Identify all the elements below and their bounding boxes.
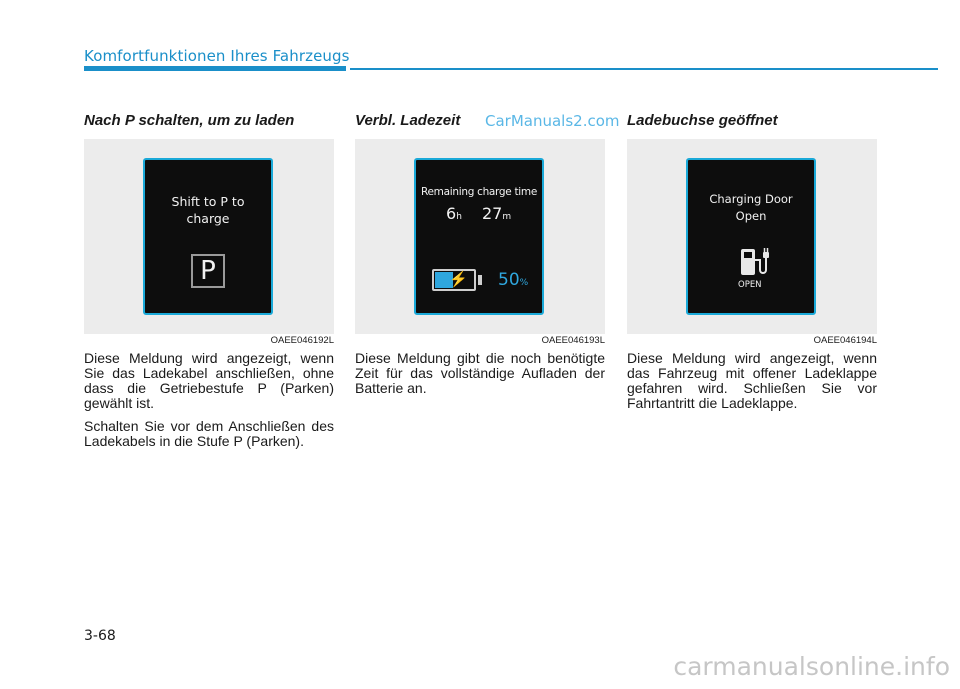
figure-code: OAEE046194L: [813, 335, 877, 346]
body-text: [84, 351, 334, 449]
door-status: OPEN: [738, 280, 762, 290]
battery-cap: [478, 275, 482, 285]
screen-line-2: charge: [186, 211, 230, 226]
header-title: Komfortfunktionen Ihres Fahrzeugs: [84, 47, 350, 65]
lightning-bolt-icon: ⚡: [449, 271, 468, 288]
paragraph: Schalten Sie vor dem Anschließen des Ladekabels in die Stufe P (Parken).: [84, 418, 334, 449]
remaining-minutes: [482, 204, 511, 223]
minutes-unit: m: [502, 212, 512, 222]
section-remaining-time: [355, 112, 620, 404]
paragraph: Diese Meldung gibt die noch benötigte Zeit für das vollständige Aufladen der Batterie an.: [355, 350, 605, 396]
page-number: 3-68: [84, 628, 116, 644]
section-heading: Nach P schalten, um zu laden: [84, 112, 295, 129]
screen-line-1: Shift to P to: [171, 194, 245, 209]
body-text: [355, 351, 605, 396]
section-charging-door: [627, 112, 877, 419]
display-screen: [414, 158, 544, 315]
paragraph: Diese Meldung wird angezeigt, wenn das Fahrzeug mit offener Ladeklappe gefahren wird. Schließen Sie vor Fahrtantritt die Ladeklappe.: [627, 350, 877, 411]
header-bar-thick: [84, 66, 346, 71]
section-heading: Ladebuchse geöffnet: [627, 112, 778, 129]
figure-remaining-time: [355, 139, 605, 334]
footer-watermark: carmanualsonline.info: [673, 652, 950, 681]
figure-code: OAEE046193L: [541, 335, 605, 346]
gear-p-indicator: P: [191, 254, 225, 288]
charge-percent: [498, 270, 528, 290]
section-heading: Verbl. Ladezeit: [355, 112, 461, 129]
figure-shift-to-p: [84, 139, 334, 334]
site-watermark: CarManuals2.com: [485, 112, 620, 130]
hours-unit: h: [456, 212, 462, 222]
hours-value: 6: [446, 204, 457, 223]
remaining-hours: [446, 204, 462, 223]
figure-code: OAEE046192L: [270, 335, 334, 346]
display-screen: [143, 158, 273, 315]
screen-line-1: Charging Door: [709, 192, 793, 206]
percent-value: 50: [498, 270, 520, 290]
paragraph: Diese Meldung wird angezeigt, wenn Sie das Ladekabel anschließen, ohne dass die Getriebestufe P (Parken) gewählt ist.: [84, 350, 334, 411]
screen-line-2: Open: [735, 209, 767, 223]
header-bar-thin: [350, 68, 938, 70]
figure-charging-door: [627, 139, 877, 334]
display-screen: [686, 158, 816, 315]
minutes-value: 27: [482, 204, 503, 223]
percent-unit: %: [519, 278, 529, 288]
section-shift-to-p: [84, 112, 334, 457]
screen-title: Remaining charge time: [421, 186, 537, 198]
body-text: [627, 351, 877, 411]
charging-station-icon: [738, 246, 772, 278]
